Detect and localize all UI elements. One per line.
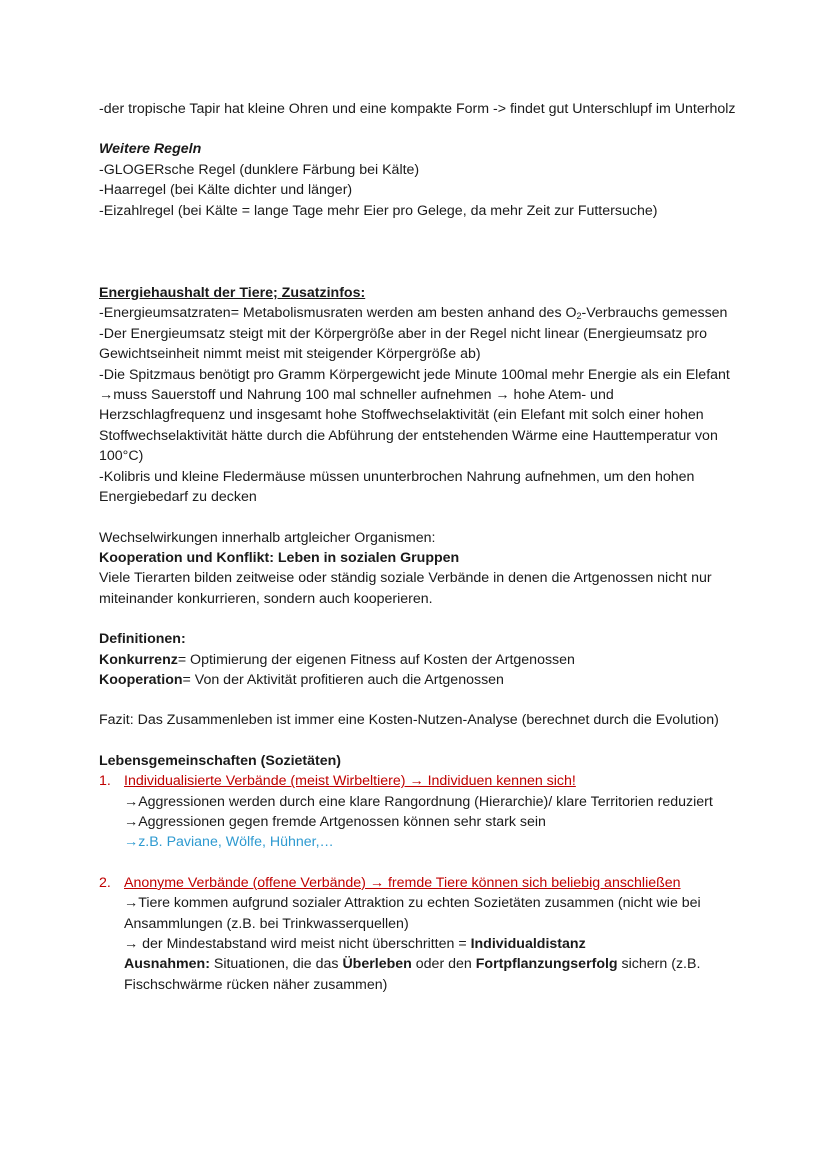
society-title: Anonyme Verbände (offene Verbände) → fremde Tiere können sich beliebig anschließen xyxy=(124,874,681,891)
interactions-intro: Wechselwirkungen innerhalb artgleicher Organismen: xyxy=(99,529,436,546)
definition-cooperation: Kooperation= Von der Aktivität profitieren auch die Artgenossen xyxy=(99,671,504,688)
document-body xyxy=(99,99,739,995)
interactions-text: Viele Tierarten bilden zeitweise oder ständig soziale Verbände in denen die Artgenossen nicht nur miteinander konkurrieren, sondern auch kooperieren. xyxy=(99,570,712,607)
societies-heading: Lebensgemeinschaften (Sozietäten) xyxy=(99,752,342,769)
society-detail: →Aggressionen werden durch eine klare Rangordnung (Hierarchie)/ klare Territorien reduziert xyxy=(124,793,713,810)
society-examples: →z.B. Paviane, Wölfe, Hühner,… xyxy=(124,834,334,851)
energy-size-paragraph: -Der Energieumsatz steigt mit der Körpergröße aber in der Regel nicht linear (Energieumsatz pro Gewichtseinheit nimmt meist mit steigender Körpergröße ab) xyxy=(99,325,707,363)
rule-item: -GLOGERsche Regel (dunklere Färbung bei Kälte) xyxy=(99,161,420,178)
interactions-heading: Kooperation und Konflikt: Leben in sozialen Gruppen xyxy=(99,549,460,566)
rule-item: -Haarregel (bei Kälte dichter und länger) xyxy=(99,182,353,199)
society-detail: →Aggressionen gegen fremde Artgenossen können sehr stark sein xyxy=(124,813,546,830)
society-title: Individualisierte Verbände (meist Wirbeltiere) → Individuen kennen sich! xyxy=(124,773,576,790)
list-number: 1. xyxy=(99,773,111,790)
society-detail: → der Mindestabstand wird meist nicht überschritten = Individualdistanz xyxy=(124,936,586,952)
list-number: 2. xyxy=(99,874,111,891)
energy-rate-paragraph: -Energieumsatzraten= Metabolismusraten werden am besten anhand des $O_2$-Verbrauchs gemessen xyxy=(99,305,728,322)
society-item-individualized xyxy=(99,771,739,791)
definitions-heading: Definitionen: xyxy=(99,631,186,648)
energy-hummingbird-paragraph: -Kolibris und kleine Fledermäuse müssen ununterbrochen Nahrung aufnehmen, um den hohen Energiebedarf zu decken xyxy=(99,468,695,506)
definition-competition: Konkurrenz= Optimierung der eigenen Fitness auf Kosten der Artgenossen xyxy=(99,651,575,668)
rule-item: -Eizahlregel (bei Kälte = lange Tage mehr Eier pro Gelege, da mehr Zeit zur Futtersuche) xyxy=(99,202,658,219)
society-exceptions: Ausnahmen: Situationen, die das Überleben oder den Fortpflanzungserfolg sichern (z.B. Fischschwärme rücken näher zusammen) xyxy=(124,956,701,993)
society-detail: →Tiere kommen aufgrund sozialer Attraktion zu echten Sozietäten zusammen (nicht wie bei Ansammlungen (z.B. bei Trinkwasserquellen) xyxy=(124,895,701,932)
society-item-anonymous xyxy=(99,873,739,893)
rules-heading: Weitere Regeln xyxy=(99,141,202,158)
energy-shrew-paragraph: -Die Spitzmaus benötigt pro Gramm Körpergewicht jede Minute 100mal mehr Energie als ein Elefant →muss Sauerstoff und Nahrung 100 mal schneller aufnehmen → hohe Atem- und Herzschlagfrequenz und insgesamt hohe Stoffwechselaktivität (ein Elefant mit solch einer hohen Stoffwechselaktivität hätte durch die Abführung der entstehenden Wärme eine Hauttemperatur von 100°C) xyxy=(99,366,730,465)
tapir-paragraph: -der tropische Tapir hat kleine Ohren und eine kompakte Form -> findet gut Unterschlupf im Unterholz xyxy=(99,101,736,117)
fazit-paragraph: Fazit: Das Zusammenleben ist immer eine Kosten-Nutzen-Analyse (berechnet durch die Evolution) xyxy=(99,712,719,729)
energy-heading: Energiehaushalt der Tiere; Zusatzinfos: xyxy=(99,285,366,302)
